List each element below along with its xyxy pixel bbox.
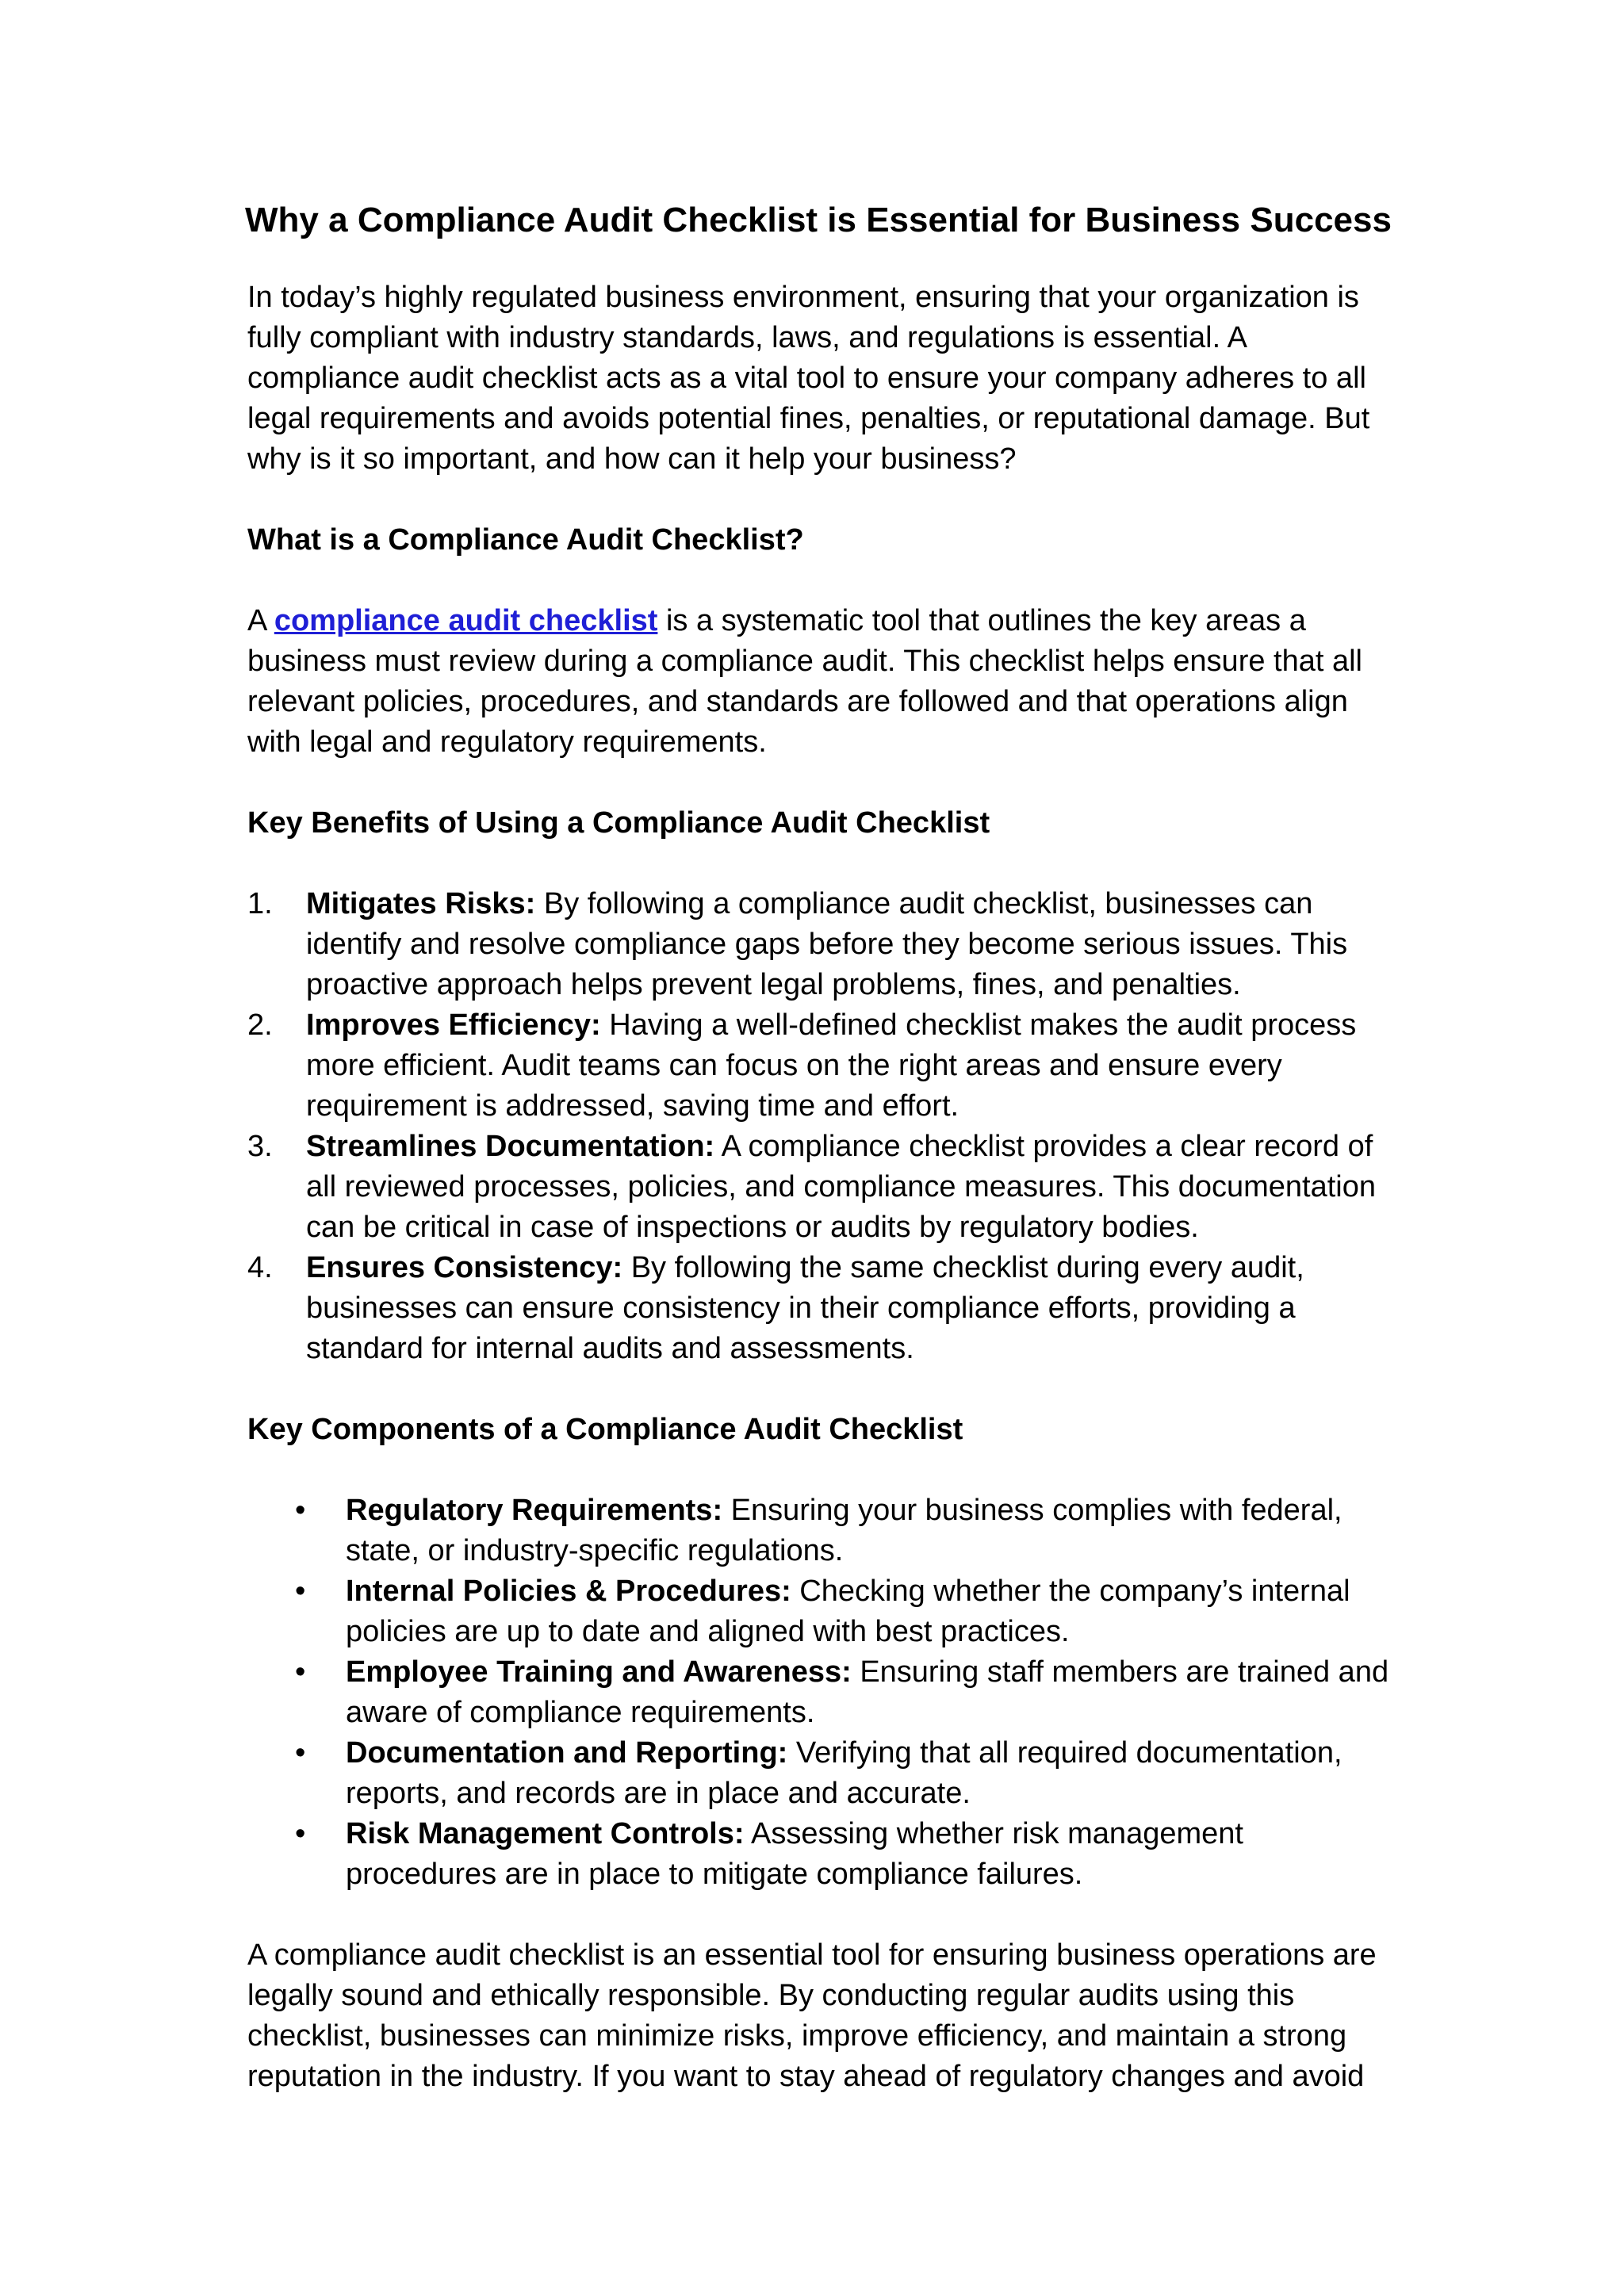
page-title: Why a Compliance Audit Checklist is Essential for Business Success [245, 201, 1392, 239]
list-item-text: By following the same checklist during every audit, businesses can ensure consistency in their compliance efforts, providing a standard for internal audits and assessments. [306, 1251, 1304, 1365]
list-item-label: Internal Policies & Procedures: [346, 1575, 791, 1608]
list-number: 1. [247, 887, 273, 920]
bullet-icon: • [295, 1575, 306, 1608]
what-is-prefix: A [247, 604, 274, 637]
conclusion-paragraph: A compliance audit checklist is an essential tool for ensuring business operations are legally sound and ethically responsible. By conducting regular audits using this checklist, businesses can minimize risks, improve efficiency, and maintain a strong reputation in the industry. If you want to stay ahead of regulatory changes and avoid [247, 1938, 1377, 2093]
list-number: 4. [247, 1251, 273, 1284]
list-item [247, 1248, 1389, 1369]
bullet-icon: • [295, 1736, 306, 1770]
list-item [247, 1571, 1389, 1652]
document-page [245, 197, 1392, 2097]
list-item-text: Checking whether the company’s internal policies are up to date and aligned with best practices. [346, 1575, 1350, 1648]
intro-paragraph: In today’s highly regulated business environment, ensuring that your organization is fully compliant with industry standards, laws, and regulations is essential. A compliance audit checklist acts as a vital tool to ensure your company adheres to all legal requirements and avoids potential fines, penalties, or reputational damage. But why is it so important, and how can it help your business? [247, 281, 1370, 476]
list-item-text: A compliance checklist provides a clear record of all reviewed processes, policies, and compliance measures. This documentation can be critical in case of inspections or audits by regulatory bodies. [306, 1130, 1376, 1244]
components-heading: Key Components of a Compliance Audit Checklist [247, 1413, 963, 1446]
list-number: 2. [247, 1008, 273, 1042]
list-item [247, 1652, 1389, 1733]
list-item-label: Streamlines Documentation: [306, 1130, 715, 1163]
list-item-label: Mitigates Risks: [306, 887, 536, 920]
what-is-heading: What is a Compliance Audit Checklist? [247, 523, 804, 557]
components-list [247, 1490, 1389, 1895]
list-item-label: Documentation and Reporting: [346, 1736, 788, 1770]
list-item-label: Regulatory Requirements: [346, 1494, 723, 1527]
list-item-text: By following a compliance audit checklist, businesses can identify and resolve compliance gaps before they become serious issues. This proactive approach helps prevent legal problems, fines, and penalties. [306, 887, 1348, 1001]
list-item-text: Ensuring staff members are trained and aware of compliance requirements. [346, 1655, 1389, 1729]
list-item [247, 1127, 1389, 1248]
bullet-icon: • [295, 1817, 306, 1850]
list-item [247, 1814, 1389, 1895]
bullet-icon: • [295, 1494, 306, 1527]
benefits-list [247, 884, 1389, 1369]
compliance-audit-checklist-link[interactable]: compliance audit checklist [274, 604, 658, 637]
what-is-suffix: is a systematic tool that outlines the key areas a business must review during a compliance audit. This checklist helps ensure that all relevant policies, procedures, and standards are followed and that operations align with legal and regulatory requirements. [247, 604, 1362, 759]
list-item-label: Improves Efficiency: [306, 1008, 601, 1042]
list-item-text: Ensuring your business complies with federal, state, or industry-specific regulations. [346, 1494, 1342, 1567]
benefits-heading: Key Benefits of Using a Compliance Audit Checklist [247, 806, 990, 840]
list-item-label: Ensures Consistency: [306, 1251, 623, 1284]
list-item-text: Having a well-defined checklist makes the audit process more efficient. Audit teams can focus on the right areas and ensure every requirement is addressed, saving time and effort. [306, 1008, 1357, 1123]
list-item [247, 1490, 1389, 1571]
list-number: 3. [247, 1130, 273, 1163]
list-item-label: Risk Management Controls: [346, 1817, 745, 1850]
list-item [247, 1733, 1389, 1814]
list-item-text: Assessing whether risk management procedures are in place to mitigate compliance failures. [346, 1817, 1243, 1891]
list-item-label: Employee Training and Awareness: [346, 1655, 852, 1689]
what-is-paragraph [247, 601, 1389, 763]
list-item [247, 1005, 1389, 1127]
list-item-text: Verifying that all required documentation, reports, and records are in place and accurate. [346, 1736, 1342, 1810]
bullet-icon: • [295, 1655, 306, 1689]
list-item [247, 884, 1389, 1005]
